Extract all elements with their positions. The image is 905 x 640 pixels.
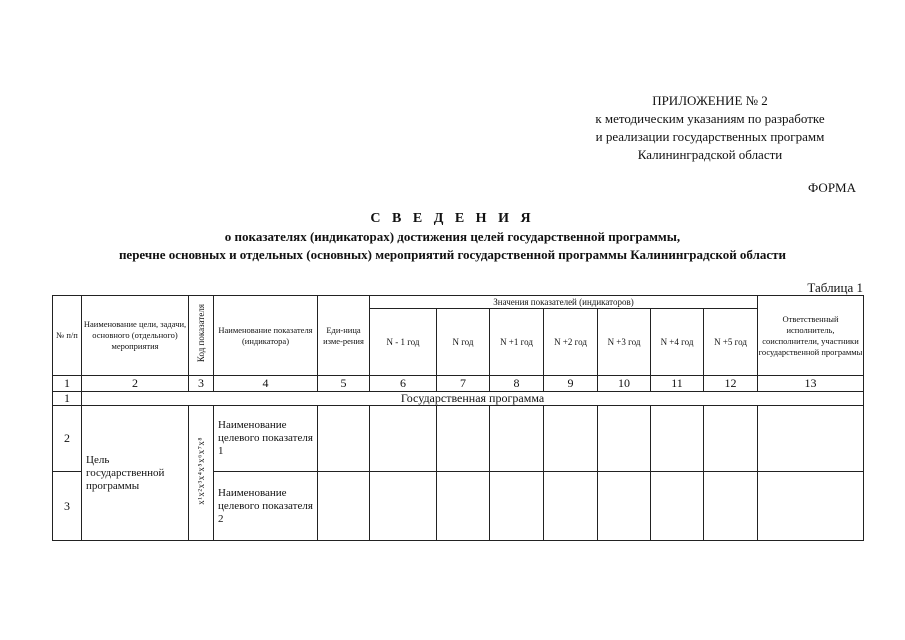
- indicator-name-cell: Наименование целевого показателя 2: [214, 472, 318, 541]
- value-cell: [490, 472, 544, 541]
- column-number: 5: [318, 376, 370, 392]
- table-label: Таблица 1: [807, 280, 863, 295]
- header-year-n-plus-3: N +3 год: [598, 309, 651, 376]
- document-title: [20, 210, 885, 264]
- column-number: 4: [214, 376, 318, 392]
- section-row: [53, 392, 864, 406]
- title-line-2: о показателях (индикаторах) достижения целей государственной программы,: [224, 229, 681, 244]
- unit-cell: [318, 406, 370, 472]
- header-year-n-plus-1: N +1 год: [490, 309, 544, 376]
- header-values-group: Значения показателей (индикаторов): [370, 296, 758, 309]
- column-numbers-row: [53, 376, 864, 392]
- indicator-code-text: x¹x²x³x⁴x⁵x⁶x⁷x⁸: [196, 436, 206, 505]
- unit-cell: [318, 472, 370, 541]
- row-num: 2: [53, 406, 82, 472]
- header-row-1: [53, 296, 864, 309]
- column-number: 3: [189, 376, 214, 392]
- section-num: 1: [53, 392, 82, 406]
- header-num: № п/п: [53, 296, 82, 376]
- indicator-code-cell: [189, 406, 214, 541]
- header-goal-name: Наименование цели, задачи, основного (отдельного) мероприятия: [82, 296, 189, 376]
- value-cell: [437, 406, 490, 472]
- value-cell: [544, 472, 598, 541]
- value-cell: [704, 472, 758, 541]
- value-cell: [544, 406, 598, 472]
- column-number: 2: [82, 376, 189, 392]
- header-unit: Еди-ница изме-рения: [318, 296, 370, 376]
- value-cell: [437, 472, 490, 541]
- appendix-line-1: ПРИЛОЖЕНИЕ № 2: [652, 93, 768, 108]
- value-cell: [651, 472, 704, 541]
- header-responsible: Ответственный исполнитель, соисполнители, участники государственной программы: [758, 296, 864, 376]
- value-cell: [490, 406, 544, 472]
- responsible-cell: [758, 472, 864, 541]
- goal-name-cell: Цель государственной программы: [82, 406, 189, 541]
- column-number: 1: [53, 376, 82, 392]
- header-year-n-plus-4: N +4 год: [651, 309, 704, 376]
- value-cell: [704, 406, 758, 472]
- header-year-n: N год: [437, 309, 490, 376]
- table-row: [53, 406, 864, 472]
- section-label: Государственная программа: [82, 392, 864, 406]
- header-indicator-code-text: Код показателя: [196, 303, 206, 363]
- column-number: 9: [544, 376, 598, 392]
- column-number: 6: [370, 376, 437, 392]
- column-number: 7: [437, 376, 490, 392]
- value-cell: [370, 406, 437, 472]
- column-number: 10: [598, 376, 651, 392]
- indicator-name-cell: Наименование целевого показателя 1: [214, 406, 318, 472]
- row-num: 3: [53, 472, 82, 541]
- appendix-line-4: Калининградской области: [637, 147, 783, 162]
- value-cell: [370, 472, 437, 541]
- form-label: ФОРМА: [808, 180, 856, 195]
- value-cell: [598, 406, 651, 472]
- appendix-line-2: к методическим указаниям по разработке: [595, 111, 825, 126]
- responsible-cell: [758, 406, 864, 472]
- column-number: 12: [704, 376, 758, 392]
- title-line-3: перечне основных и отдельных (основных) мероприятий государственной программы Калининградской области: [118, 247, 787, 262]
- value-cell: [598, 472, 651, 541]
- header-year-n-minus-1: N - 1 год: [370, 309, 437, 376]
- column-number: 8: [490, 376, 544, 392]
- title-line-1: С В Е Д Е Н И Я: [370, 211, 535, 226]
- indicators-table: [52, 295, 864, 541]
- header-indicator-code: [189, 296, 214, 376]
- value-cell: [651, 406, 704, 472]
- header-year-n-plus-5: N +5 год: [704, 309, 758, 376]
- header-indicator-name: Наименование показателя (индикатора): [214, 296, 318, 376]
- column-number: 13: [758, 376, 864, 392]
- header-year-n-plus-2: N +2 год: [544, 309, 598, 376]
- appendix-line-3: и реализации государственных программ: [595, 129, 825, 144]
- appendix-block: [560, 92, 860, 164]
- column-number: 11: [651, 376, 704, 392]
